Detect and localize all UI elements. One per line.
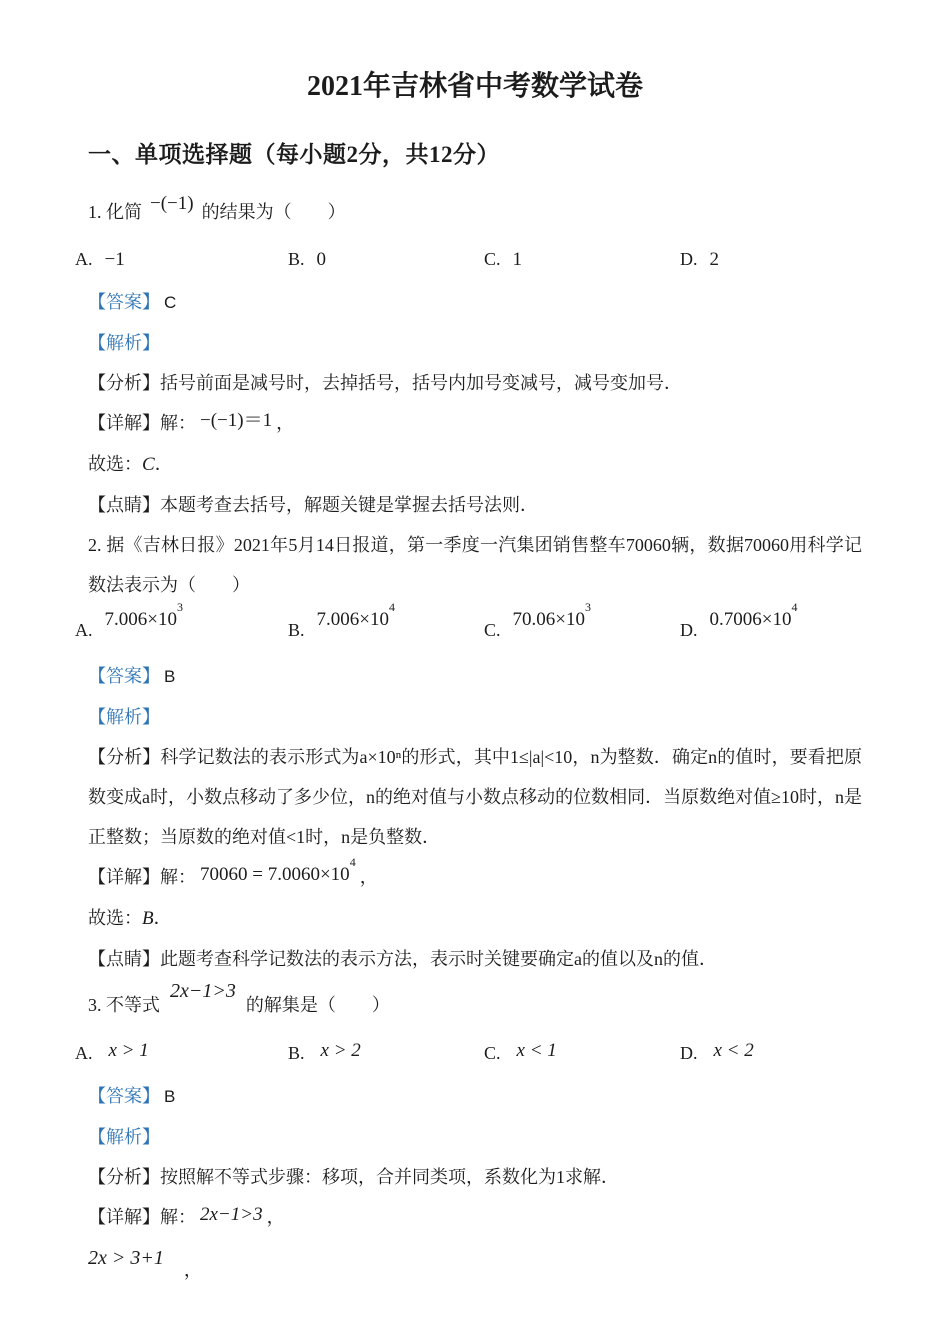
detail-tag: 【详解】 — [88, 1207, 160, 1227]
q1-option-c-value: 1 — [512, 249, 523, 270]
q2-detail-formula — [200, 854, 356, 885]
q2-choose-letter: B — [142, 908, 154, 929]
comma: ， — [183, 1260, 202, 1280]
period: ． — [153, 908, 172, 928]
q2-choose-line — [88, 898, 862, 939]
q1-option-c — [484, 237, 680, 282]
q2-option-b-exponent: 4 — [388, 599, 395, 614]
q1-stem — [88, 188, 862, 237]
analysis-tag: 【解析】 — [88, 707, 160, 727]
q1-comment-line — [88, 485, 862, 525]
q3-detail-formula: 2x−1>3 — [200, 1204, 263, 1225]
answer-tag: 【答案】 — [88, 666, 160, 686]
fenxi-tag: 【分析】 — [88, 373, 160, 393]
solve-label: 解： — [160, 413, 196, 433]
q2-options — [75, 599, 862, 656]
q3-option-a-label: A. — [75, 1043, 93, 1063]
comma: ， — [266, 1207, 285, 1227]
q2-detail-exponent: 4 — [349, 854, 356, 869]
q2-comment-line — [88, 939, 862, 979]
q3-option-b-label: B. — [288, 1043, 305, 1063]
q1-option-a-label: A. — [75, 249, 93, 269]
q2-detail-line — [88, 854, 862, 898]
q3-analysis-tag-line — [88, 1117, 862, 1157]
q2-option-d-base: 0.7006×10 — [709, 609, 792, 630]
q3-option-d — [680, 1031, 862, 1076]
q3-stem — [88, 979, 862, 1031]
detail-tag: 【详解】 — [88, 867, 160, 887]
q3-answer-letter: B — [164, 1087, 176, 1106]
q3-fenxi-text: 按照解不等式步骤：移项，合并同类项，系数化为1求解． — [160, 1167, 619, 1187]
comma: ， — [276, 413, 295, 433]
q2-detail-base: 70060 = 7.0060×10 — [200, 864, 350, 885]
q1-option-a — [75, 237, 288, 282]
solve-label: 解： — [160, 1207, 196, 1227]
q1-stem-formula: −(−1) — [150, 193, 194, 214]
q1-stem-prefix: 1. 化简 — [88, 202, 142, 222]
answer-tag: 【答案】 — [88, 1086, 160, 1106]
q3-options — [75, 1031, 862, 1076]
q2-stem-text: 2. 据《吉林日报》2021年5月14日报道，第一季度一汽集团销售整车70060辆，数据70060用科学记数法表示为（ ） — [88, 535, 862, 595]
q3-option-c — [484, 1031, 680, 1076]
choose-label: 故选： — [88, 908, 142, 928]
q1-options — [75, 237, 862, 282]
q1-option-a-value: −1 — [104, 249, 125, 270]
q3-stem-suffix: 的解集是（ ） — [245, 995, 390, 1015]
q1-option-d-value: 2 — [709, 249, 719, 270]
q3-fenxi-line — [88, 1157, 862, 1197]
comma: ， — [359, 867, 378, 887]
solve-label: 解： — [160, 867, 196, 887]
q2-option-a-value — [104, 599, 183, 630]
q1-answer-line — [88, 282, 862, 323]
q2-option-a-base: 7.006×10 — [104, 609, 177, 630]
q2-option-d-label: D. — [680, 620, 698, 640]
q3-detail-line — [88, 1197, 862, 1238]
q3-next-step-formula: 2x > 3+1 — [88, 1247, 164, 1269]
q2-option-b-value — [316, 599, 395, 630]
q2-option-a-label: A. — [75, 620, 93, 640]
q2-option-c-base: 70.06×10 — [512, 609, 585, 630]
answer-tag: 【答案】 — [88, 292, 160, 312]
q2-option-c-exponent: 3 — [584, 599, 591, 614]
q2-fenxi-paragraph — [88, 737, 862, 857]
q3-option-b-value: x > 2 — [320, 1040, 361, 1061]
analysis-tag: 【解析】 — [88, 333, 160, 353]
choose-label: 故选： — [88, 454, 142, 474]
fenxi-tag: 【分析】 — [88, 747, 161, 767]
q2-option-c-label: C. — [484, 620, 501, 640]
q2-option-b-label: B. — [288, 620, 305, 640]
q1-fenxi-line — [88, 363, 862, 403]
q3-option-b — [288, 1031, 484, 1076]
q3-stem-prefix: 3. 不等式 — [88, 995, 160, 1015]
comment-tag: 【点睛】 — [88, 495, 160, 515]
q3-option-a-value: x > 1 — [108, 1040, 149, 1061]
q2-option-d-value — [709, 599, 798, 630]
q1-analysis-tag-line — [88, 323, 862, 363]
q1-choose-line — [88, 444, 862, 485]
q3-option-c-value: x < 1 — [516, 1040, 557, 1061]
page-title: 2021年吉林省中考数学试卷 — [306, 71, 643, 102]
q3-stem-formula: 2x−1>3 — [170, 980, 236, 1002]
period: ． — [154, 454, 173, 474]
section-heading: 一、单项选择题（每小题2分，共12分） — [88, 142, 500, 167]
q3-next-step-line — [88, 1238, 862, 1278]
q2-option-a-exponent: 3 — [176, 599, 183, 614]
q1-detail-formula: −(−1)＝1 — [200, 410, 273, 431]
q3-option-d-label: D. — [680, 1043, 698, 1063]
q2-option-b — [288, 599, 484, 656]
q2-option-d — [680, 599, 862, 656]
q1-choose-letter: C — [142, 454, 155, 475]
q1-option-b-label: B. — [288, 249, 305, 269]
fenxi-tag: 【分析】 — [88, 1167, 160, 1187]
q3-option-a — [75, 1031, 288, 1076]
q2-option-d-exponent: 4 — [791, 599, 798, 614]
q2-option-c-value — [512, 599, 591, 630]
analysis-tag: 【解析】 — [88, 1127, 160, 1147]
q1-option-b-value: 0 — [316, 249, 327, 270]
q1-option-b — [288, 237, 484, 282]
q1-option-c-label: C. — [484, 249, 501, 269]
q3-option-d-value: x < 2 — [713, 1040, 754, 1061]
q1-fenxi-text: 括号前面是减号时，去掉括号，括号内加号变减号，减号变加号． — [160, 373, 682, 393]
q2-analysis-tag-line — [88, 697, 862, 737]
q2-answer-letter: B — [164, 667, 176, 686]
q2-option-a — [75, 599, 288, 656]
q2-option-b-base: 7.006×10 — [316, 609, 389, 630]
q2-option-c — [484, 599, 680, 656]
q2-fenxi-text: 科学记数法的表示形式为a×10ⁿ的形式，其中1≤|a|<10，n为整数．确定n的值时，要看把原数变成a时，小数点移动了多少位，n的绝对值与小数点移动的位数相同．当原数绝对值≥10时，n是正整数；当原数的绝对值<1时，n是负整数． — [88, 747, 862, 847]
comment-tag: 【点睛】 — [88, 949, 160, 969]
q1-option-d-label: D. — [680, 249, 698, 269]
q2-comment-text: 此题考查科学记数法的表示方法，表示时关键要确定a的值以及n的值． — [160, 949, 717, 969]
q2-answer-line — [88, 656, 862, 697]
q3-answer-line — [88, 1076, 862, 1117]
q1-option-d — [680, 237, 862, 282]
q2-stem — [88, 525, 862, 605]
q3-option-c-label: C. — [484, 1043, 501, 1063]
q1-comment-text: 本题考查去括号，解题关键是掌握去括号法则． — [160, 495, 538, 515]
q1-detail-line — [88, 403, 862, 444]
detail-tag: 【详解】 — [88, 413, 160, 433]
q1-stem-suffix: 的结果为（ ） — [201, 202, 346, 222]
q1-answer-letter: C — [164, 293, 177, 312]
